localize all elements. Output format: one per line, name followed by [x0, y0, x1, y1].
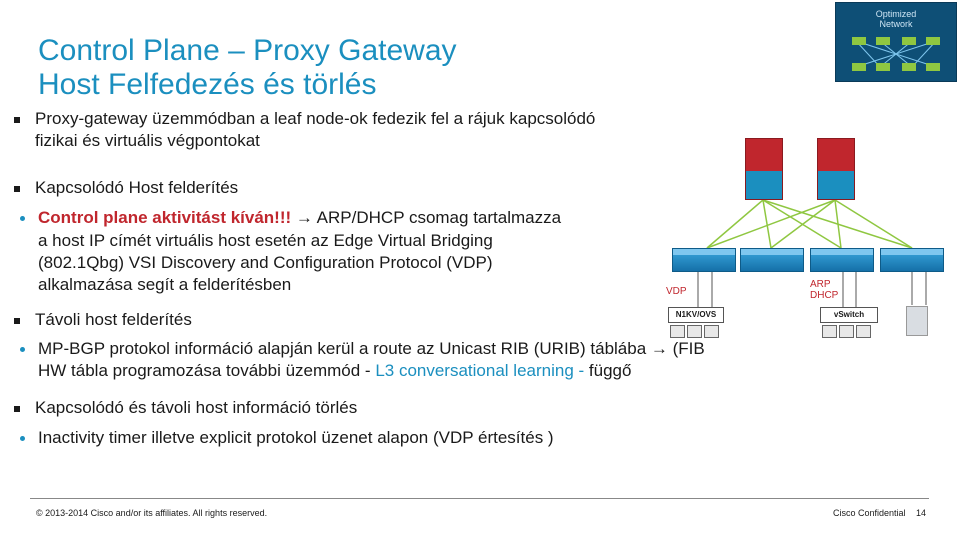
bullet-square-icon — [14, 318, 20, 324]
vdp-label: VDP — [666, 286, 687, 297]
vm-icon — [856, 325, 871, 338]
vm-icon — [839, 325, 854, 338]
page-number: 14 — [916, 508, 927, 518]
bullet-square-icon — [14, 117, 20, 123]
sub-bullet-1-line-4: alkalmazása segít a felderítésben — [38, 275, 292, 294]
n1kv-ovs-box: N1KV/OVS — [668, 307, 724, 323]
sub-bullet-3: Inactivity timer illetve explicit protokol üzenet alapon (VDP értesítés ) — [38, 428, 554, 447]
sub-bullet-1-rest: → ARP/DHCP csomag tartalmazza — [291, 208, 562, 227]
bullet-3: Távoli host felderítés — [35, 310, 192, 329]
sub-bullet-1-line-1 — [38, 207, 561, 229]
arp-label: ARP — [810, 279, 831, 290]
bullet-square-icon — [14, 406, 20, 412]
bullet-square-icon — [14, 186, 20, 192]
bullet-2: Kapcsolódó Host felderítés — [35, 178, 239, 197]
spine-switch-icon — [745, 138, 783, 200]
sub-bullet-2-line-2 — [38, 360, 631, 382]
badge-line-2: Network — [879, 19, 913, 29]
leaf-switch-icon — [880, 248, 944, 272]
dhcp-label: DHCP — [810, 290, 839, 301]
spine-switch-icon — [817, 138, 855, 200]
leaf-switch-icon — [810, 248, 874, 272]
sub-bullet-2-part-a: HW tábla programozása további üzemmód - — [38, 361, 376, 380]
vswitch-box: vSwitch — [820, 307, 878, 323]
title-line-1: Control Plane – Proxy Gateway — [38, 34, 457, 67]
slide-title — [38, 34, 457, 102]
vm-icon — [670, 325, 685, 338]
bullet-4: Kapcsolódó és távoli host információ törlés — [35, 398, 358, 417]
bullet-1-line-1: Proxy-gateway üzemmódban a leaf node-ok fedezik fel a rájuk kapcsolódó — [35, 109, 596, 128]
sub-bullet-1-line-2: a host IP címét virtuális host esetén az Edge Virtual Bridging — [38, 231, 493, 250]
sub-bullet-2-line-1: MP-BGP protokol információ alapján kerül a route az Unicast RIB (URIB) táblába → (FIB — [38, 339, 705, 358]
leaf-switch-icon — [740, 248, 804, 272]
sub-bullet-1-line-3: (802.1Qbg) VSI Discovery and Configuration Protocol (VDP) — [38, 253, 493, 272]
footer — [0, 498, 959, 536]
sub-bullet-2-part-c: függő — [584, 361, 632, 380]
vm-icon — [704, 325, 719, 338]
confidential-label: Cisco Confidential — [833, 508, 906, 518]
vm-icon — [822, 325, 837, 338]
fabric-icon — [850, 35, 942, 73]
bullet-1-line-2: fizikai és virtuális végpontokat — [35, 131, 260, 150]
physical-server-icon — [906, 306, 928, 336]
sub-bullet-2-part-b: L3 conversational learning - — [375, 361, 585, 380]
bullet-dot-icon — [20, 216, 25, 221]
alert-text: Control plane aktivitást kíván!!! — [38, 208, 292, 227]
badge-line-1: Optimized — [875, 9, 917, 19]
optimized-network-badge — [835, 2, 957, 82]
bullet-dot-icon — [20, 347, 25, 352]
copyright: © 2013-2014 Cisco and/or its affiliates. All rights reserved. — [36, 508, 268, 518]
vm-icon — [687, 325, 702, 338]
footer-divider — [30, 498, 929, 499]
leaf-switch-icon — [672, 248, 736, 272]
bullet-dot-icon — [20, 436, 25, 441]
title-line-2: Host Felfedezés és törlés — [38, 68, 377, 101]
